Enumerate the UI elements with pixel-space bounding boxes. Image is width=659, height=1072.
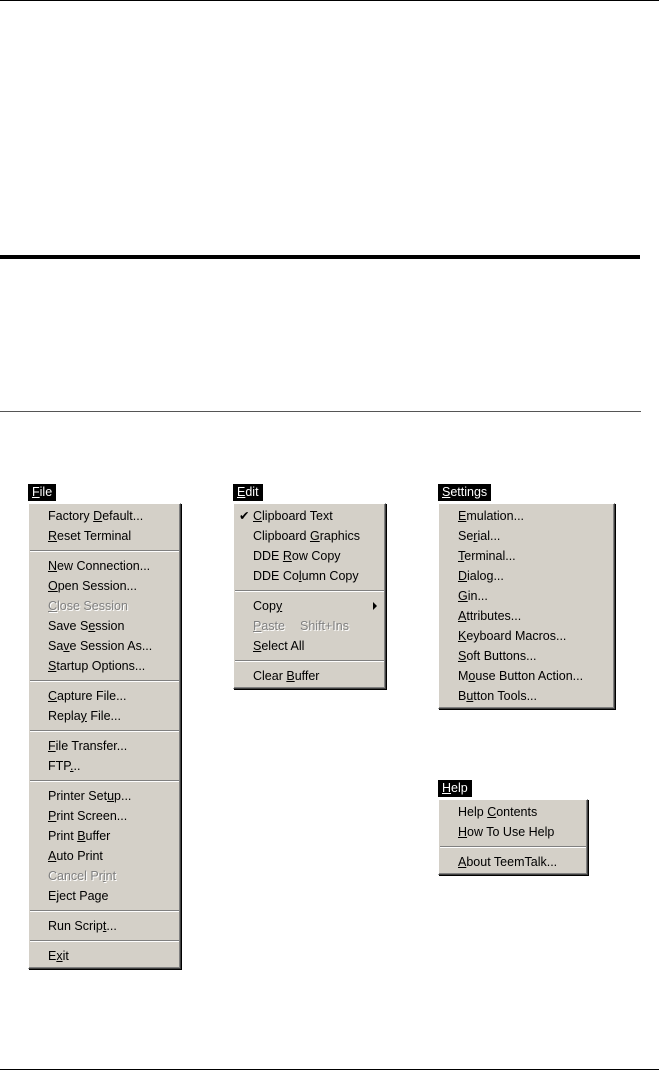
help-title-mnemonic: H [442,781,452,795]
menu-item-label-post: ile Transfer... [55,739,128,753]
menu-item-mnemonic: t [102,919,107,933]
menu-item-save-session-as[interactable] [29,636,180,656]
menu-item-clear-buffer[interactable] [234,666,385,686]
menu-item-mnemonic: G [458,589,468,603]
menu-item-button-tools[interactable] [439,686,614,706]
settings-title-mnemonic: S [442,485,451,499]
menu-separator [235,590,384,592]
menu-item-label-pre: Sa [48,639,64,653]
menu-item-label-pre: Save S [48,619,89,633]
file-menu-title[interactable] [28,484,56,501]
menu-item-mnemonic: C [253,509,263,523]
settings-menu-panel [438,503,615,709]
menu-item-label-post: erminal... [464,549,516,563]
menu-item-capture-file[interactable] [29,686,180,706]
menu-item-label-post: oft Buttons... [466,649,537,663]
menu-item-mnemonic: T [458,549,465,563]
menu-item-mnemonic: E [458,509,467,523]
menu-item-mnemonic: A [458,855,467,869]
menu-item-mnemonic: l [298,569,302,583]
menu-item-label-post: rint Screen... [56,809,128,823]
menu-item-shortcut: Shift+Ins [300,619,349,633]
settings-menu-title[interactable] [438,484,491,501]
menu-item-label-post: .. [73,759,81,773]
edit-title-post: dit [245,485,259,499]
menu-item-label-pre: Repla [48,709,81,723]
menu-separator [30,730,179,732]
menu-item-label-post: ontents [496,805,538,819]
menu-item-mnemonic: y [80,709,87,723]
menu-separator [440,846,586,848]
file-menu-panel [28,503,181,969]
menu-item-attributes[interactable] [439,606,614,626]
section-divider-thin [0,411,641,412]
menu-item-label-pre: Run Scrip [48,919,103,933]
menu-item-label-post: aste [261,619,285,633]
menu-item-run-script[interactable] [29,916,180,936]
menu-item-label-post: umn Copy [301,569,359,583]
edit-title-mnemonic: E [237,485,246,499]
file-title-mnemonic: F [32,485,40,499]
help-menu-title[interactable] [438,780,472,797]
menu-item-select-all[interactable] [234,636,385,656]
bottom-rule [0,1069,659,1070]
menu-item-label-post: raphics [319,529,361,543]
menu-item-printer-setup[interactable] [29,786,180,806]
menu-separator [30,780,179,782]
menu-item-label-post: eset Terminal [57,529,132,543]
help-menu-panel [438,799,588,875]
menu-item-mnemonic: O [48,579,58,593]
menu-item-dialog[interactable] [439,566,614,586]
menu-item-auto-print[interactable] [29,846,180,866]
menu-item-label-post: lose Session [57,599,128,613]
menu-item-mnemonic: D [458,569,468,583]
menu-item-mnemonic: B [286,669,295,683]
menu-item-how-to-use-help[interactable] [439,822,587,842]
menu-item-help-contents[interactable] [439,802,587,822]
menu-item-label-post: it [62,949,69,963]
menu-item-label-pre: Se [458,529,474,543]
menu-item-label-post: File... [86,709,121,723]
menu-item-label-post: ial... [477,529,501,543]
menu-item-mnemonic: B [77,829,86,843]
menu-item-label-post: ttributes... [466,609,522,623]
menu-item-mnemonic: x [56,949,63,963]
file-title-post: ile [39,485,53,499]
menu-item-exit[interactable] [29,946,180,966]
menu-item-mnemonic: R [282,549,292,563]
menu-item-label-post: ssion [95,619,125,633]
menu-item-terminal[interactable] [439,546,614,566]
menu-item-label-post: eyboard Macros... [466,629,567,643]
menu-item-label-post: ow Copy [291,549,341,563]
menu-item-mnemonic: y [275,599,283,613]
menu-item-mnemonic: . [70,759,74,773]
menu-item-label-post: ... [106,919,117,933]
menu-item-label-pre: E [48,949,57,963]
menu-item-mnemonic: i [102,869,106,883]
menu-item-label-post: mulation... [466,509,525,523]
menu-item-serial[interactable] [439,526,614,546]
menu-item-label-post: bout TeemTalk... [466,855,558,869]
menu-item-label-pre: Clipboard [253,529,310,543]
menu-item-label-post: uto Print [56,849,103,863]
menu-item-mnemonic: C [48,689,58,703]
menu-separator [30,550,179,552]
menu-item-label-post: e Session As... [69,639,153,653]
menu-item-label-post: p... [114,789,132,803]
menu-item-mnemonic: G [309,529,320,543]
menu-item-print-screen[interactable] [29,806,180,826]
menu-item-mnemonic: R [48,529,58,543]
menu-item-label-post: uffer [85,829,111,843]
help-title-post: elp [451,781,468,795]
menu-item-eject-page[interactable] [29,886,180,906]
menu-item-label-post: pen Session... [57,579,137,593]
menu-item-mnemonic: r [473,529,478,543]
menu-item-label-pre: Cop [253,599,276,613]
menu-item-copy[interactable] [234,596,385,616]
menu-item-close-session [29,596,180,616]
menu-item-mnemonic: u [107,789,115,803]
menu-item-cancel-print [29,866,180,886]
menu-item-label-pre: FTP [48,759,70,773]
menu-item-label-pre: DDE Co [253,569,299,583]
menu-item-label-pre: Cancel Pr [48,869,103,883]
menu-item-factory-default[interactable] [29,506,180,526]
menu-item-dde-row-copy[interactable] [234,546,385,566]
menu-item-about-teemtalk[interactable] [439,852,587,872]
menu-item-label-pre: Factory [48,509,94,523]
menu-item-startup-options[interactable] [29,656,180,676]
menu-separator [30,910,179,912]
menu-item-dde-column-copy[interactable] [234,566,385,586]
top-rule [0,0,659,1]
menu-item-label-post: use Button Action... [475,669,584,683]
menu-item-mnemonic: A [458,609,467,623]
menu-item-label-post: elect All [261,639,305,653]
menu-item-mnemonic: K [458,629,467,643]
menu-item-mnemonic: H [458,825,468,839]
menu-item-clipboard-text[interactable] [234,506,385,526]
menu-item-mnemonic: P [48,809,57,823]
menu-item-label-post: apture File... [57,689,127,703]
menu-item-label-post: ow To Use Help [467,825,555,839]
menu-item-mnemonic: P [253,619,262,633]
submenu-arrow-icon [373,602,377,610]
menu-item-gin[interactable] [439,586,614,606]
menu-item-mnemonic: F [48,739,56,753]
menu-item-soft-buttons[interactable] [439,646,614,666]
menu-item-label-post: uffer [294,669,320,683]
menu-item-reset-terminal[interactable] [29,526,180,546]
menu-separator [30,680,179,682]
menu-item-label-post: lipboard Text [262,509,333,523]
menu-item-label-post: ew Connection... [57,559,151,573]
menu-item-ftp[interactable] [29,756,180,776]
menu-item-mnemonic: C [487,805,497,819]
menu-item-mnemonic: A [48,849,57,863]
menu-item-label-pre: Clear [253,669,287,683]
edit-menu-panel [233,503,386,689]
menu-item-print-buffer[interactable] [29,826,180,846]
menu-item-mnemonic: o [468,669,476,683]
menu-item-mnemonic: S [458,649,467,663]
menu-item-mnemonic: u [466,689,474,703]
menu-item-replay-file[interactable] [29,706,180,726]
menu-item-mnemonic: v [63,639,70,653]
menu-item-mnemonic: e [88,619,96,633]
menu-separator [30,940,179,942]
menu-item-label-post: efault... [102,509,144,523]
menu-item-label-pre: M [458,669,469,683]
menu-item-label-pre: B [458,689,467,703]
menu-item-open-session[interactable] [29,576,180,596]
edit-menu-title[interactable] [233,484,263,501]
menu-item-new-connection[interactable] [29,556,180,576]
menu-item-mnemonic: S [48,659,57,673]
menu-item-mouse-button-action[interactable] [439,666,614,686]
menu-item-mnemonic: N [48,559,58,573]
menu-item-label-pre: Help [458,805,488,819]
menu-item-clipboard-graphics[interactable] [234,526,385,546]
menu-item-label-pre: Print [48,829,78,843]
menu-item-label-post: tton Tools... [473,689,537,703]
menu-item-mnemonic: D [93,509,103,523]
checkmark-icon: ✔ [239,509,250,523]
menu-item-label-post: ialog... [467,569,504,583]
menu-item-paste [234,616,385,636]
menu-separator [235,660,384,662]
menu-item-label-post: in... [467,589,488,603]
menu-item-label-post: nt [105,869,117,883]
menu-item-file-transfer[interactable] [29,736,180,756]
menu-item-label-pre: Eject Page [48,889,109,903]
menu-item-mnemonic: S [253,639,262,653]
menu-item-mnemonic: C [48,599,58,613]
menu-item-save-session[interactable] [29,616,180,636]
menu-item-label-post: tartup Options... [56,659,146,673]
settings-title-post: ettings [450,485,488,499]
menu-item-keyboard-macros[interactable] [439,626,614,646]
menu-item-label-pre: Printer Set [48,789,108,803]
menu-item-emulation[interactable] [439,506,614,526]
section-divider-thick [0,255,640,259]
menu-item-label-pre: DDE [253,549,283,563]
